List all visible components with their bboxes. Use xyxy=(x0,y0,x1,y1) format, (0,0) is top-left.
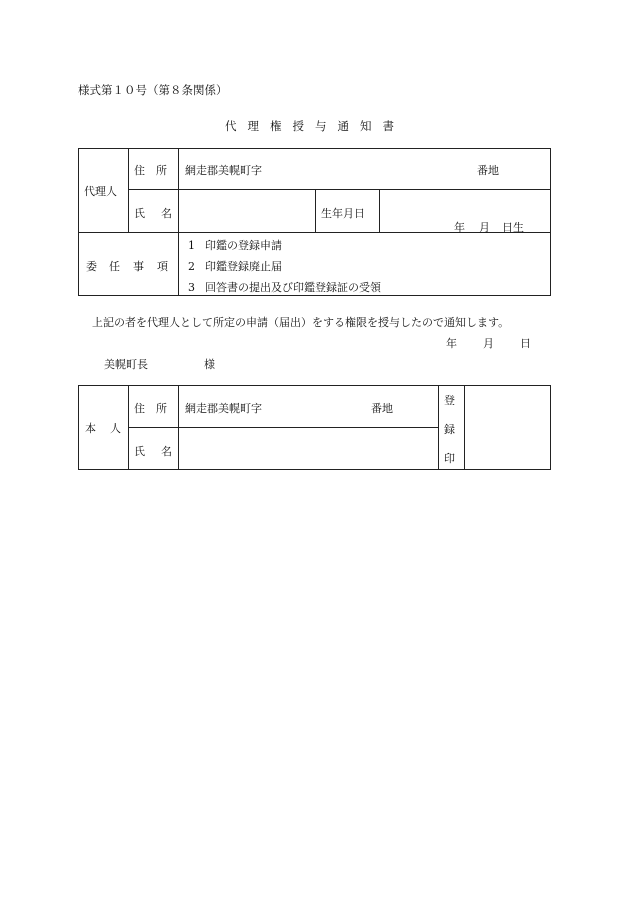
principal-table-bottom-border xyxy=(78,469,551,470)
seal-label-char: 印 xyxy=(444,452,455,465)
proxy-table-col-divider xyxy=(128,148,129,233)
principal-address-label: 住 所 xyxy=(134,402,167,415)
principal-table-col-divider xyxy=(438,385,439,470)
title-char: 与 xyxy=(315,119,327,133)
proxy-table-left-border xyxy=(78,148,79,296)
proxy-table-row-divider xyxy=(128,189,551,190)
addressee-name: 美幌町長 xyxy=(104,358,148,371)
principal-address-suffix: 番地 xyxy=(371,402,393,415)
seal-label-char: 録 xyxy=(444,423,455,436)
principal-address-value: 網走郡美幌町字 xyxy=(185,402,262,415)
proxy-birth-label: 生年月日 xyxy=(321,207,365,220)
title-char: 代 xyxy=(225,119,237,133)
seal-stamp-area xyxy=(466,387,549,468)
principal-table-col-divider xyxy=(178,385,179,470)
proxy-table-top-border xyxy=(78,148,551,149)
title-char: 授 xyxy=(292,119,304,133)
notice-text: 上記の者を代理人として所定の申請（届出）をする権限を授与したので通知します。 xyxy=(92,316,510,329)
addressee xyxy=(104,356,215,372)
title-char: 理 xyxy=(247,119,259,133)
principal-table-left-border xyxy=(78,385,79,470)
proxy-address-label: 住 所 xyxy=(134,164,167,177)
proxy-label: 代理人 xyxy=(84,185,117,198)
delegation-item: 3 回答書の提出及び印鑑登録証の受領 xyxy=(188,281,381,294)
document-title xyxy=(225,118,394,134)
principal-table-col-divider xyxy=(464,385,465,470)
title-char: 権 xyxy=(270,119,282,133)
seal-label-char: 登 xyxy=(444,394,455,407)
title-char: 知 xyxy=(360,119,372,133)
title-char: 書 xyxy=(382,119,394,133)
proxy-table-col-divider xyxy=(379,189,380,233)
principal-name-label: 氏 名 xyxy=(134,445,172,458)
proxy-table-col-divider xyxy=(178,148,179,296)
principal-label: 本 人 xyxy=(85,422,121,435)
proxy-name-label: 氏 名 xyxy=(134,207,172,220)
proxy-table-bottom-border xyxy=(78,295,551,296)
proxy-table-col-divider xyxy=(315,189,316,233)
principal-table-row-divider xyxy=(128,427,439,428)
proxy-address-value: 網走郡美幌町字 xyxy=(185,164,262,177)
principal-table-right-border xyxy=(550,385,551,470)
delegation-label: 委 任 事 項 xyxy=(86,260,168,273)
delegation-item: 2 印鑑登録廃止届 xyxy=(188,260,282,273)
form-number: 様式第１０号（第８条関係） xyxy=(78,83,228,97)
title-char: 通 xyxy=(337,119,349,133)
principal-table-col-divider xyxy=(128,385,129,470)
honorific: 様 xyxy=(204,358,215,371)
notice-date: 年 月 日 xyxy=(446,337,531,350)
delegation-item: 1 印鑑の登録申請 xyxy=(188,239,282,252)
proxy-birth-date: 年 月 日生 xyxy=(454,221,524,234)
principal-table-top-border xyxy=(78,385,551,386)
proxy-table-right-border xyxy=(550,148,551,296)
proxy-address-suffix: 番地 xyxy=(477,164,499,177)
